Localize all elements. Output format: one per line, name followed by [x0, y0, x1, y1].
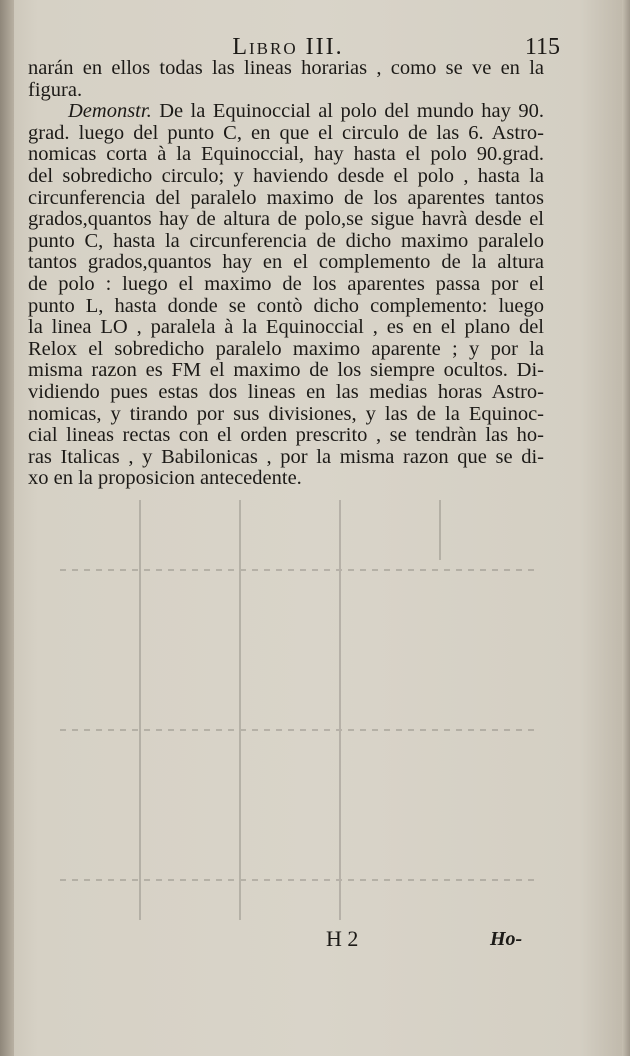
catchword: Ho-: [490, 928, 523, 950]
text-line: tantos grados,quantos hay en el complemento de la altura: [28, 251, 544, 274]
text-line: la linea LO , paralela à la Equinoccial , es en el plano del: [28, 316, 544, 339]
main-text: [28, 58, 544, 490]
text-line-content: De la Equinoccial al polo del mundo hay 90.: [151, 100, 544, 123]
text-line: Relox el sobredicho paralelo maximo aparente ; y por la: [28, 337, 544, 360]
text-line: xo en la proposicion antecedente.: [28, 467, 302, 490]
text-line: vidiendo pues estas dos lineas en las medias horas Astro-: [28, 380, 544, 403]
text-line: cial lineas rectas con el orden prescrito , se tendràn las ho-: [28, 424, 544, 447]
paragraph-2: [28, 101, 544, 490]
text-line: grados,quantos hay de altura de polo,se sigue havrà desde el: [28, 208, 544, 231]
signature-mark: H 2: [326, 926, 359, 951]
text-line: grad. luego del punto C, en que el circulo de las 6. Astro-: [28, 121, 544, 144]
text-line: de polo : luego el maximo de los aparentes passa por el: [28, 272, 544, 295]
text-line: nomicas, y tirando por sus divisiones, y las de la Equinoc-: [28, 402, 544, 425]
text-line: misma razon es FM el maximo de los siempre ocultos. Di-: [28, 359, 544, 382]
text-line: nomicas corta à la Equinoccial, hay hasta el polo 90.grad.: [28, 143, 544, 166]
text-line: circunferencia del paralelo maximo de los aparentes tantos: [28, 186, 544, 209]
paragraph-1: [28, 58, 544, 101]
binding-edge: [0, 0, 14, 1056]
show-through-diagram: [40, 500, 560, 920]
page-edge: [622, 0, 630, 1056]
text-line: punto L, hasta donde se contò dicho complemento: luego: [28, 294, 544, 317]
text-line: figura.: [28, 78, 83, 101]
running-head: Libro III.: [232, 34, 344, 60]
text-line: [28, 101, 544, 123]
text-line: del sobredicho circulo; y haviendo desde el polo , hasta la: [28, 164, 544, 187]
text-line: narán en ellos todas las lineas horarias , como se ve en la: [28, 57, 544, 79]
text-line: ras Italicas , y Babilonicas , por la misma razon que se di-: [28, 445, 544, 468]
text-line: punto C, hasta la circunferencia de dicho maximo paralelo: [28, 229, 544, 252]
demonstration-label: Demonstr.: [68, 100, 152, 123]
page-number: 115: [524, 34, 560, 60]
